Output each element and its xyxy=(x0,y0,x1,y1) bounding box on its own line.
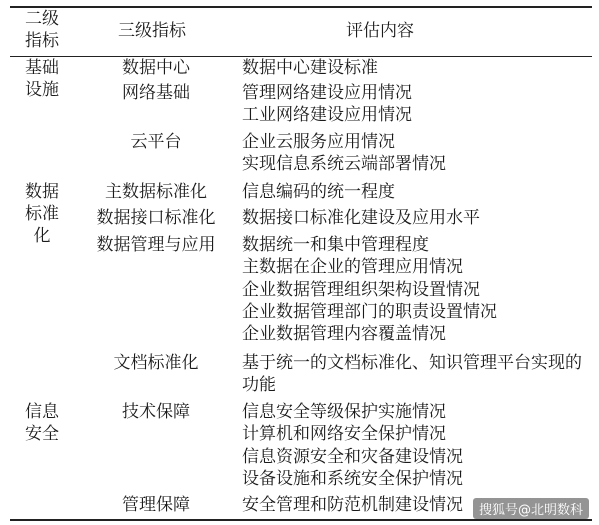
group-name-line: 基础 xyxy=(25,58,59,78)
content-line: 实现信息系统云端部署情况 xyxy=(242,154,446,175)
item-content xyxy=(242,57,592,79)
header-content: 评估内容 xyxy=(346,21,414,41)
group-name-line: 安全 xyxy=(25,424,59,444)
item-name: 数据接口标准化 xyxy=(96,208,216,228)
content-line: 企业数据管理组织架构设置情况 xyxy=(242,279,480,300)
group-name-line: 标准化 xyxy=(25,204,59,246)
content-line: 企业数据管理内容覆盖情况 xyxy=(242,324,446,345)
watermark: 搜狐号@北明数科 xyxy=(473,498,589,519)
item-name: 文档标准化 xyxy=(113,353,199,373)
item-content xyxy=(242,234,592,345)
content-line: 设备设施和系统安全保护情况 xyxy=(242,468,463,489)
group-information-security xyxy=(18,401,66,445)
table-top-rule xyxy=(10,6,592,8)
item-name: 数据中心 xyxy=(122,58,190,78)
group-name-line: 信息 xyxy=(25,402,59,422)
content-line: 基于统一的文档标准化、知识管理平台实现的功能 xyxy=(242,353,582,396)
content-line: 企业云服务应用情况 xyxy=(242,132,395,152)
item-name: 技术保障 xyxy=(122,402,190,422)
item-content xyxy=(242,181,592,203)
item-name: 网络基础 xyxy=(122,83,190,103)
item-content xyxy=(242,131,592,176)
item-name: 管理保障 xyxy=(122,495,190,515)
content-line: 主数据在企业的管理应用情况 xyxy=(242,257,463,278)
group-name-line: 设施 xyxy=(25,80,59,100)
header-level3: 三级指标 xyxy=(118,21,186,41)
group-data-standardization xyxy=(18,181,66,247)
table-bottom-rule xyxy=(10,519,592,521)
item-name: 数据管理与应用 xyxy=(96,235,216,255)
item-name: 云平台 xyxy=(130,132,182,152)
item-content xyxy=(242,401,592,490)
header-level2 xyxy=(20,8,64,52)
group-infrastructure xyxy=(18,57,66,101)
group-name-line: 数据 xyxy=(25,182,59,202)
header-level2-line2: 指标 xyxy=(25,31,59,51)
item-name: 主数据标准化 xyxy=(105,182,207,202)
content-line: 数据中心建设标准 xyxy=(242,58,378,78)
item-content xyxy=(242,207,592,229)
content-line: 信息安全等级保护实施情况 xyxy=(242,402,446,422)
content-line: 安全管理和防范机制建设情况 xyxy=(242,495,463,515)
content-line: 信息编码的统一程度 xyxy=(242,182,395,202)
item-content xyxy=(242,352,592,397)
content-line: 数据接口标准化建设及应用水平 xyxy=(242,208,480,228)
content-line: 管理网络建设应用情况 xyxy=(242,83,412,103)
item-content xyxy=(242,82,592,127)
header-level2-line1: 二级 xyxy=(25,9,59,29)
content-line: 信息资源安全和灾备建设情况 xyxy=(242,446,463,467)
content-line: 企业数据管理部门的职责设置情况 xyxy=(242,301,497,322)
content-line: 数据统一和集中管理程度 xyxy=(242,235,429,255)
content-line: 工业网络建设应用情况 xyxy=(242,105,412,126)
content-line: 计算机和网络安全保护情况 xyxy=(242,424,446,445)
